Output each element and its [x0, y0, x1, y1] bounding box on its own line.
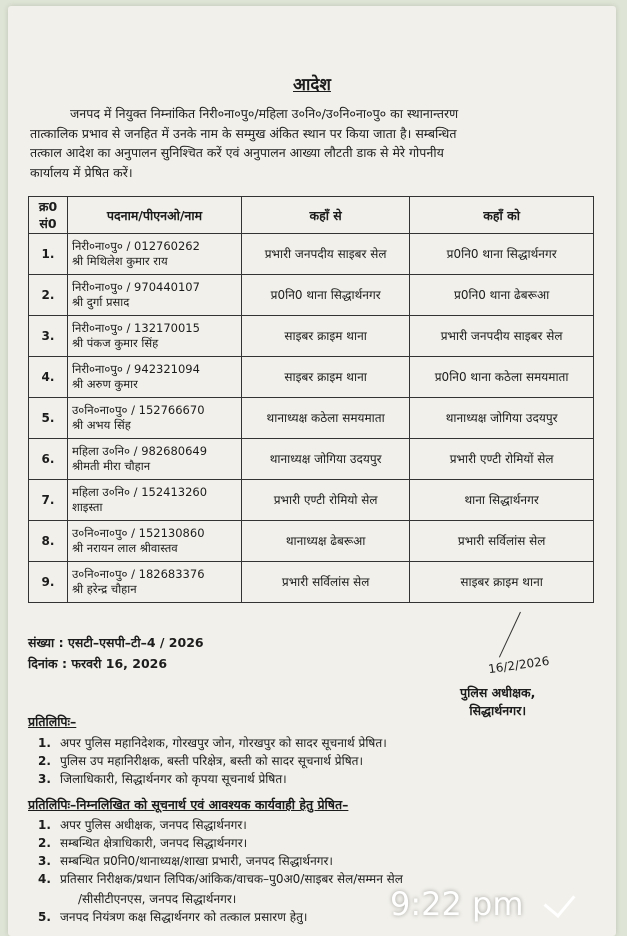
cell-name	[68, 439, 242, 480]
cell-name	[68, 316, 242, 357]
order-date: दिनांक : फरवरी 16, 2026	[28, 656, 168, 671]
table-row	[29, 275, 594, 316]
list-item: 1. अपर पुलिस अधीक्षक, जनपद सिद्धार्थनगर।	[38, 818, 247, 832]
table-row	[29, 234, 594, 275]
cell-person: श्री हरेन्द्र चौहान	[72, 582, 137, 596]
cc2-heading: प्रतिलिपिः–निम्नलिखित को सूचनार्थ एवं आवश्यक कार्यवाही हेतु प्रेषित–	[28, 797, 349, 812]
header-to: कहाँ को	[410, 197, 594, 234]
cell-pno: निरी०ना०पु० / 942321094	[72, 362, 200, 376]
list-item: 1. अपर पुलिस महानिदेशक, गोरखपुर जोन, गोरखपुर को सादर सूचनार्थ प्रेषित।	[38, 736, 387, 750]
cell-serial: 6.	[29, 439, 68, 480]
list-item: 3. जिलाधिकारी, सिद्धार्थनगर को कृपया सूचनार्थ प्रेषित।	[38, 772, 287, 786]
cell-from: प्रभारी एण्टी रोमियो सेल	[242, 480, 410, 521]
cell-to: प्रभारी एण्टी रोमियों सेल	[410, 439, 594, 480]
order-intro	[30, 104, 596, 182]
transfer-table	[28, 196, 594, 603]
list-item: 2. पुलिस उप महानिरीक्षक, बस्ती परिक्षेत्र, बस्ती को सादर सूचनार्थ प्रेषित।	[38, 754, 364, 768]
header-from: कहाँ से	[242, 197, 410, 234]
cell-from: थानाध्यक्ष जोगिया उदयपुर	[242, 439, 410, 480]
cc2-list-cont	[38, 908, 307, 926]
cell-to: साइबर क्राइम थाना	[410, 562, 594, 603]
cell-to: प्र0नि0 थाना कठेला समयमाता	[410, 357, 594, 398]
cc1-heading: प्रतिलिपिः–	[28, 714, 77, 729]
cell-pno: निरी०ना०पु० / 012760262	[72, 239, 200, 253]
intro-line: कार्यालय में प्रेषित करें।	[30, 164, 133, 180]
cell-from: प्रभारी जनपदीय साइबर सेल	[242, 234, 410, 275]
table-row	[29, 357, 594, 398]
cell-person: श्री दुर्गा प्रसाद	[72, 295, 130, 309]
signature-date: 16/2/2026	[487, 653, 551, 677]
order-number: संख्या : एसटी–एसपी–टी–4 / 2026	[28, 635, 204, 650]
cell-person: श्री नरायन लाल श्रीवास्तव	[72, 541, 178, 555]
cell-pno: निरी०ना०पु० / 970440107	[72, 280, 200, 294]
list-item: 4. प्रतिसार निरीक्षक/प्रधान लिपिक/आंकिक/वाचक–पु0अ0/साइबर सेल/सम्मन सेल	[38, 872, 403, 886]
cell-name	[68, 234, 242, 275]
cell-pno: निरी०ना०पु० / 132170015	[72, 321, 200, 335]
cell-name	[68, 357, 242, 398]
intro-line: तात्कालिक प्रभाव से जनहित में उनके नाम के सम्मुख अंकित स्थान पर किया जाता है। सम्बन्धित	[30, 125, 457, 141]
cell-serial: 7.	[29, 480, 68, 521]
officer-title: पुलिस अधीक्षक,	[460, 685, 536, 700]
cell-serial: 4.	[29, 357, 68, 398]
document-page	[8, 6, 616, 936]
cell-pno: उ०नि०ना०पु० / 182683376	[72, 567, 205, 581]
officer-block	[460, 684, 535, 720]
table-row	[29, 480, 594, 521]
cell-person: श्री पंकज कुमार सिंह	[72, 336, 159, 350]
cell-to: थानाध्यक्ष जोगिया उदयपुर	[410, 398, 594, 439]
cell-to: प्र0नि0 थाना सिद्धार्थनगर	[410, 234, 594, 275]
cell-name	[68, 398, 242, 439]
officer-district: सिद्धार्थनगर।	[469, 703, 527, 718]
table-row	[29, 316, 594, 357]
cell-to: प्र0नि0 थाना ढेबरूआ	[410, 275, 594, 316]
list-item: 3. सम्बन्धित प्र0नि0/थानाध्यक्ष/शाखा प्रभारी, जनपद सिद्धार्थनगर।	[38, 854, 333, 868]
table-row	[29, 439, 594, 480]
cell-from: थानाध्यक्ष कठेला समयमाता	[242, 398, 410, 439]
cell-name	[68, 521, 242, 562]
cell-serial: 5.	[29, 398, 68, 439]
cell-serial: 8.	[29, 521, 68, 562]
cell-person: श्री अभय सिंह	[72, 418, 131, 432]
order-title: आदेश	[293, 75, 331, 95]
cell-from: प्र0नि0 थाना सिद्धार्थनगर	[242, 275, 410, 316]
cell-person: श्री अरुण कुमार	[72, 377, 138, 391]
cell-from: साइबर क्राइम थाना	[242, 316, 410, 357]
intro-line: तत्काल आदेश का अनुपालन सुनिश्चित करें एवं अनुपालन आख्या लौटती डाक से मेरे गोपनीय	[30, 145, 444, 160]
cell-pno: महिला उ०नि० / 982680649	[72, 444, 208, 458]
list-item: 5. जनपद नियंत्रण कक्ष सिद्धार्थनगर को तत्काल प्रसारण हेतु।	[38, 910, 308, 924]
cc2-list	[38, 816, 403, 888]
header-name: पदनाम/पीएनओ/नाम	[68, 197, 242, 234]
cell-person: शाइस्ता	[72, 500, 103, 514]
table-row	[29, 398, 594, 439]
cell-pno: उ०नि०ना०पु० / 152766670	[72, 403, 205, 417]
cell-serial: 1.	[29, 234, 68, 275]
cell-name	[68, 275, 242, 316]
cell-person: श्री मिथिलेश कुमार राय	[72, 254, 168, 268]
cell-person: श्रीमती मीरा चौहान	[72, 459, 151, 473]
cc1-list	[38, 734, 387, 788]
cell-from: थानाध्यक्ष ढेबरूआ	[242, 521, 410, 562]
table-row	[29, 521, 594, 562]
cell-name	[68, 562, 242, 603]
table-header-row	[29, 197, 594, 234]
cell-from: साइबर क्राइम थाना	[242, 357, 410, 398]
cc2-item4-continuation: /सीसीटीएनएस, जनपद सिद्धार्थनगर।	[78, 892, 237, 906]
cell-to: प्रभारी सर्विलांस सेल	[410, 521, 594, 562]
cell-from: प्रभारी सर्विलांस सेल	[242, 562, 410, 603]
cell-name	[68, 480, 242, 521]
header-serial: क्र0 सं0	[29, 197, 68, 234]
cell-serial: 9.	[29, 562, 68, 603]
table-row	[29, 562, 594, 603]
intro-line: जनपद में नियुक्त निम्नांकित निरी०ना०पु०/महिला उ०नि०/उ०नि०ना०पु० का स्थानान्तरण	[70, 106, 459, 121]
cell-pno: महिला उ०नि० / 152413260	[72, 485, 208, 499]
timestamp-overlay: 9:22 pm	[390, 885, 524, 923]
cell-to: प्रभारी जनपदीय साइबर सेल	[410, 316, 594, 357]
cell-to: थाना सिद्धार्थनगर	[410, 480, 594, 521]
cell-serial: 3.	[29, 316, 68, 357]
list-item: 2. सम्बन्धित क्षेत्राधिकारी, जनपद सिद्धार्थनगर।	[38, 836, 248, 850]
cell-pno: उ०नि०ना०पु० / 152130860	[72, 526, 205, 540]
cell-serial: 2.	[29, 275, 68, 316]
